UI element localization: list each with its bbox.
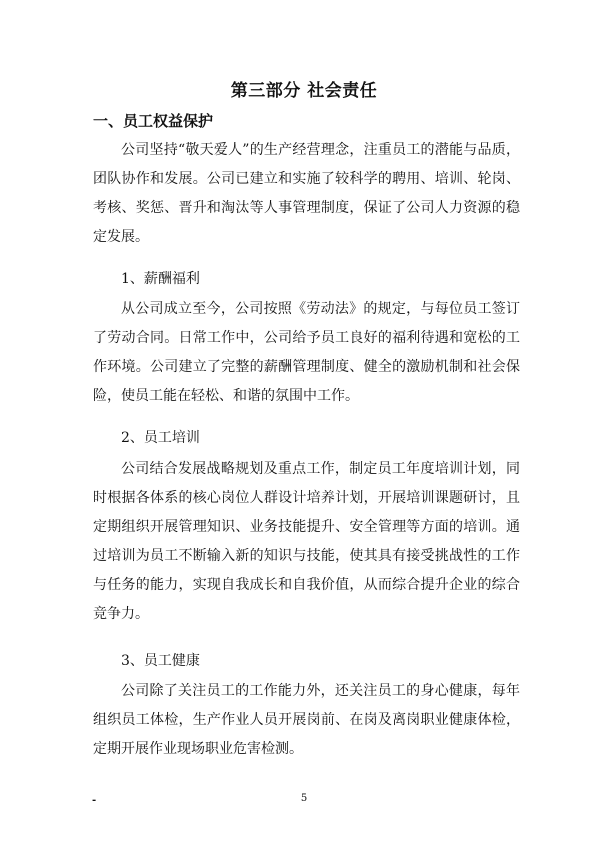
subsection-heading-training: 2、员工培训 — [121, 430, 200, 446]
subsection-paragraph-training: 公司结合发展战略规划及重点工作，制定员工年度培训计划，同时根据各体系的核心岗位人群设计培养计划，开展培训课题研讨，且定期组织开展管理知识、业务技能提升、安全管理等方面的培训。通过培训为员工不断输入新的知识与技能，使其具有接受挑战性的工作与任务的能力，实现自我成长和自我价值，从而综合提升企业的综合竞争力。 — [93, 461, 520, 622]
section-heading: 一、员工权益保护 — [93, 112, 214, 130]
page-number: 5 — [300, 793, 308, 804]
subsection-paragraph-health: 公司除了关注员工的工作能力外，还关注员工的身心健康，每年组织员工体检，生产作业人员开展岗前、在岗及离岗职业健康体检，定期开展作业现场职业危害检测。 — [93, 683, 520, 757]
subsection-heading-salary: 1、薪酬福利 — [121, 271, 200, 287]
subsection-paragraph-salary: 从公司成立至今，公司按照《劳动法》的规定，与每位员工签订了劳动合同。日常工作中，公司给予员工良好的福利待遇和宽松的工作环境。公司建立了完整的薪酬管理制度、健全的激励机制和社会保险，使员工能在轻松、和谐的氛围中工作。 — [93, 301, 520, 404]
footer-mark: - — [92, 795, 97, 806]
subsection-heading-health: 3、员工健康 — [121, 653, 200, 669]
intro-paragraph: 公司坚持“敬天爱人”的生产经营理念，注重员工的潜能与品质，团队协作和发展。公司已建立和实施了较科学的聘用、培训、轮岗、考核、奖惩、晋升和淘汰等人事管理制度，保证了公司人力资源的稳定发展。 — [93, 142, 520, 245]
page-title: 第三部分 社会责任 — [230, 81, 378, 101]
